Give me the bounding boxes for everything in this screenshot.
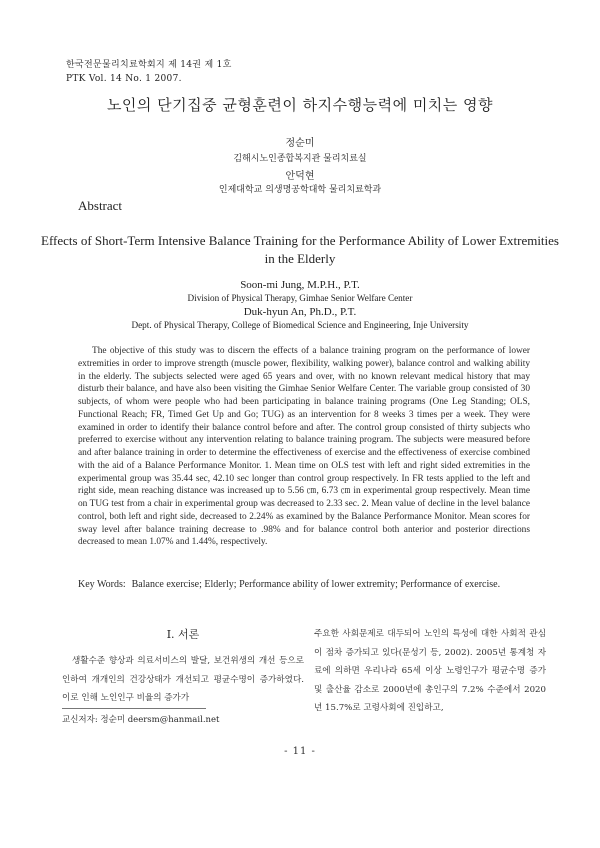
korean-affiliation-2: 인제대학교 의생명공학대학 물리치료학과 — [218, 185, 382, 195]
intro-right-column: 주요한 사회문제로 대두되어 노인의 특성에 대한 사회적 관심이 점차 증가되고 있다(문성기 등, 2002). 2005년 통계청 자료에 의하면 우리나라 65세 이상 노령인구가 평균수명 증가 및 출산율 감소로 2000년에 총인구의 7.2% 수준에서 2020년 15.7%로 고령사회에 진입하고, — [314, 629, 546, 713]
journal-line-korean: 한국전문물리치료학회지 제 14권 제 1호 — [66, 60, 232, 70]
english-affiliation-1: Division of Physical Therapy, Gimhae Senior Welfare Center — [187, 293, 413, 303]
english-title: Effects of Short-Term Intensive Balance Training for the Performance Ability of Lower Extremities in the Elderly — [41, 233, 559, 266]
english-affiliation-2: Dept. of Physical Therapy, College of Biomedical Science and Engineering, Inje University — [131, 320, 469, 330]
english-author-2: Duk-hyun An, Ph.D., P.T. — [243, 306, 357, 318]
keywords-text: Balance exercise; Elderly; Performance ability of lower extremity; Performance of exercise. — [131, 579, 501, 590]
section-heading-introduction: Ⅰ. 서론 — [166, 628, 200, 641]
journal-line-english: PTK Vol. 14 No. 1 2007. — [66, 74, 182, 84]
korean-title: 노인의 단기집중 균형훈련이 하지수행능력에 미치는 영향 — [106, 96, 494, 114]
korean-author-2: 안덕현 — [285, 171, 315, 182]
abstract-heading: Abstract — [78, 198, 123, 213]
footnote-divider — [62, 708, 206, 709]
journal-header — [66, 58, 232, 86]
korean-affiliation-1: 김해시노인종합복지관 물리치료실 — [233, 154, 367, 164]
keywords-label: Key Words: — [78, 579, 126, 590]
corresponding-author-footnote: 교신저자: 정순미 deersm@hanmail.net — [62, 715, 220, 725]
abstract-body: The objective of this study was to discern the effects of a balance training program on the performance of lower extremities in order to improve strength (muscle power, flexibility, walking power), balance control and walking ability in the elderly. The subjects selected were aged 65 years and over, with no known relevant medical history that may disturb their balance, and have also been visiting the Gimhae Senior Welfare Center. The variable group consisted of 30 subjects, of whom were people who had been participating in balance training programs (One Leg Standing; OLS, Functional Reach; FR, Timed Get Up and Go; TUG) as an intervention for 8 weeks 3 times per a week. They were examined in order to identify their balance control before and after. The control group consisted of thirty subjects who preferred to exercise without any intervention relating to balance training program. The subjects were measured before and after balance training in order to determine the effectiveness of exercise and the effectiveness of exercise combined with the aid of a Balance Performance Monitor. 1. Mean time on OLS test with left and right sided extremities in the experimental group was 35.44 sec, 42.10 sec longer than control group respectively. In FR tests applied to the left and right side, mean reaching distance was increased up to 5.56 ㎝, 6.73 ㎝ in experimental group respectively. Mean time on TUG test from a chair in experimental group was decreased to 2.33 sec. 2. Mean value of decline in the level balance control, both left and right side, decreased to 2.24% as examined by the Balance Performance Monitor. Mean scores for sway level after balance training decrease to .98% and for balance control both anterior and posterior directions decreased to mean 1.07% and 1.44%, respectively. — [78, 346, 530, 548]
korean-author-1: 정순미 — [285, 138, 315, 149]
page-number: - 11 - — [284, 746, 316, 757]
english-author-1: Soon-mi Jung, M.P.H., P.T. — [240, 279, 360, 291]
intro-left-column: 생활수준 향상과 의료서비스의 발달, 보건위생의 개선 등으로 인하여 개개인의 건강상태가 개선되고 평균수명이 증가하였다. 이로 인해 노인인구 비율의 증가가 — [62, 656, 304, 703]
keywords — [78, 578, 530, 592]
